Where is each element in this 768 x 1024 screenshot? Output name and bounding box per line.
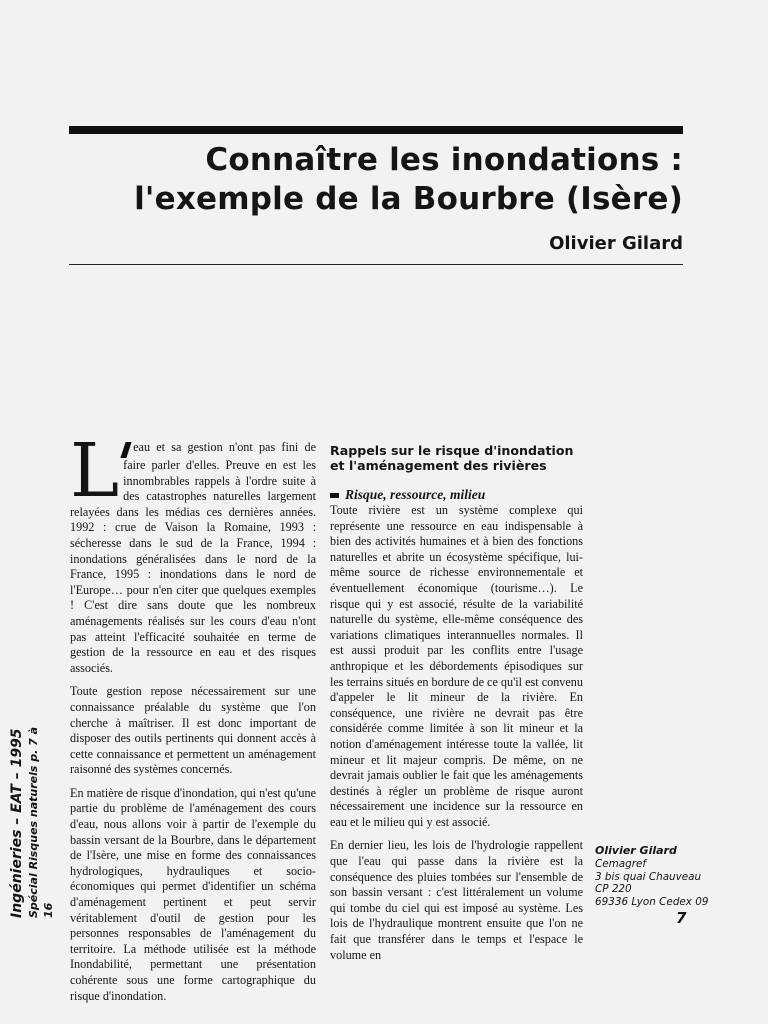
affiliation-address-2: CP 220 <box>595 883 632 896</box>
affiliation-name: Olivier Gilard <box>595 844 677 857</box>
title-divider <box>69 264 683 265</box>
subheading-text: Risque, ressource, milieu <box>345 487 486 502</box>
intro-paragraph <box>70 428 316 676</box>
intro-text: eau et sa gestion n'ont pas fini de faire parler d'elles. Preuve en est les innombrables rappels à l'ordre suite à des catastrophes naturelles largement relayées dans les médias ces dernières années. 1992 : crue de Vaison la Romaine, 1993 : sécheresse dans le sud de la France, 1994 : inondations généralisées dans le nord de la France, 1995 : inondations dans le nord de l'Europe… pour n'en citer que quelques exemples ! C'est dire sans doute que les nombreux aménagements réalisés sur les cours d'eau n'ont pas atteint l'efficacité souhaitée en terme de gestion de la ressource en eau et des risques associés. <box>70 440 316 675</box>
right-paragraph-1: Toute rivière est un système complexe qui représente une ressource en eau indispensable à bien des activités humaines et à bien des fonctions naturelles et abrite un écosystème spécifique, lui-même source de richesse environnementale et éventuellement économique (tourisme…). Le risque qui y est associé, résulte de la variabilité naturelle du système, elle-même conséquence des variations climatiques interannuelles normales. Il est aussi produit par les conflits entre l'usage anthropique et les débordements épisodiques sur les terrains situés en bordure de ce qu'il est convenu d'appeler le lit mineur de la rivière. En conséquence, une rivière ne devrait pas être considérée comme limitée à son lit mineur et la notion d'aménagement intéresse toute la vallée, lit mineur et lit majeur compris. De même, on ne devrait jamais oublier le fait que les aménagements destinés à régler un problème de risque auront nécessairement une incidence sur la ressource en eau et le milieu qui y est associé. <box>330 503 583 829</box>
journal-name: Ingénieries – EAT – 1995 <box>9 728 25 918</box>
author-name: Olivier Gilard <box>549 233 683 254</box>
issue-reference: Spécial Risques naturels p. 7 à 16 <box>27 726 55 918</box>
affiliation-org: Cemagref <box>595 857 647 870</box>
affiliation-address-3: 69336 Lyon Cedex 09 <box>595 896 709 909</box>
paragraph-2: Toute gestion repose nécessairement sur une connaissance préalable du système que l'on cherche à maîtriser. Il est donc important de disposer des outils pertinents qui donnent accès à cette connaissance et permettent un aménagement raisonné des systèmes concernés. <box>70 684 316 777</box>
right-column <box>330 503 583 971</box>
author-affiliation <box>595 845 715 909</box>
bullet-mark <box>330 493 339 498</box>
paragraph-3: En matière de risque d'inondation, qui n'est qu'une partie du problème de l'aménagement des cours d'eau, nous allons voir à partir de l'exemple du bassin versant de la Bourbre, dans le département de l'Isère, une mise en forme des connaissances hydrologiques, hydrauliques et socio-économiques qui permet d'identifier un schéma d'aménagement pertinent et peut servir véritablement d'outil de gestion pour les personnes responsables de l'aménagement du territoire. La méthode utilisée est la méthode Inondabilité, permettant une présentation cohérente sous une forme cartographique du risque d'inondation. <box>70 785 316 1003</box>
section-heading: Rappels sur le risque d'inondation et l'aménagement des rivières <box>330 443 574 473</box>
article-title <box>69 141 683 219</box>
affiliation-address-1: 3 bis quai Chauveau <box>595 870 702 883</box>
journal-side-caption <box>8 708 64 918</box>
apostrophe-mark <box>121 442 132 458</box>
drop-cap: L <box>70 428 120 514</box>
top-rule <box>69 126 683 134</box>
subheading <box>330 487 485 503</box>
right-paragraph-2: En dernier lieu, les lois de l'hydrologie rappellent que l'eau qui passe dans la rivière est la conséquence des pluies tombées sur l'ensemble de son bassin versant : c'est littéralement un volume qui tombe du ciel qui est imposé au système. Les lois de l'hydraulique montrent ensuite que l'on ne fait que transférer dans le temps et l'espace le volume en <box>330 838 583 962</box>
page-number: 7 <box>676 909 687 927</box>
title-line-2: l'exemple de la Bourbre (Isère) <box>134 181 683 217</box>
left-column <box>70 428 316 1012</box>
title-line-1: Connaître les inondations : <box>205 142 683 178</box>
